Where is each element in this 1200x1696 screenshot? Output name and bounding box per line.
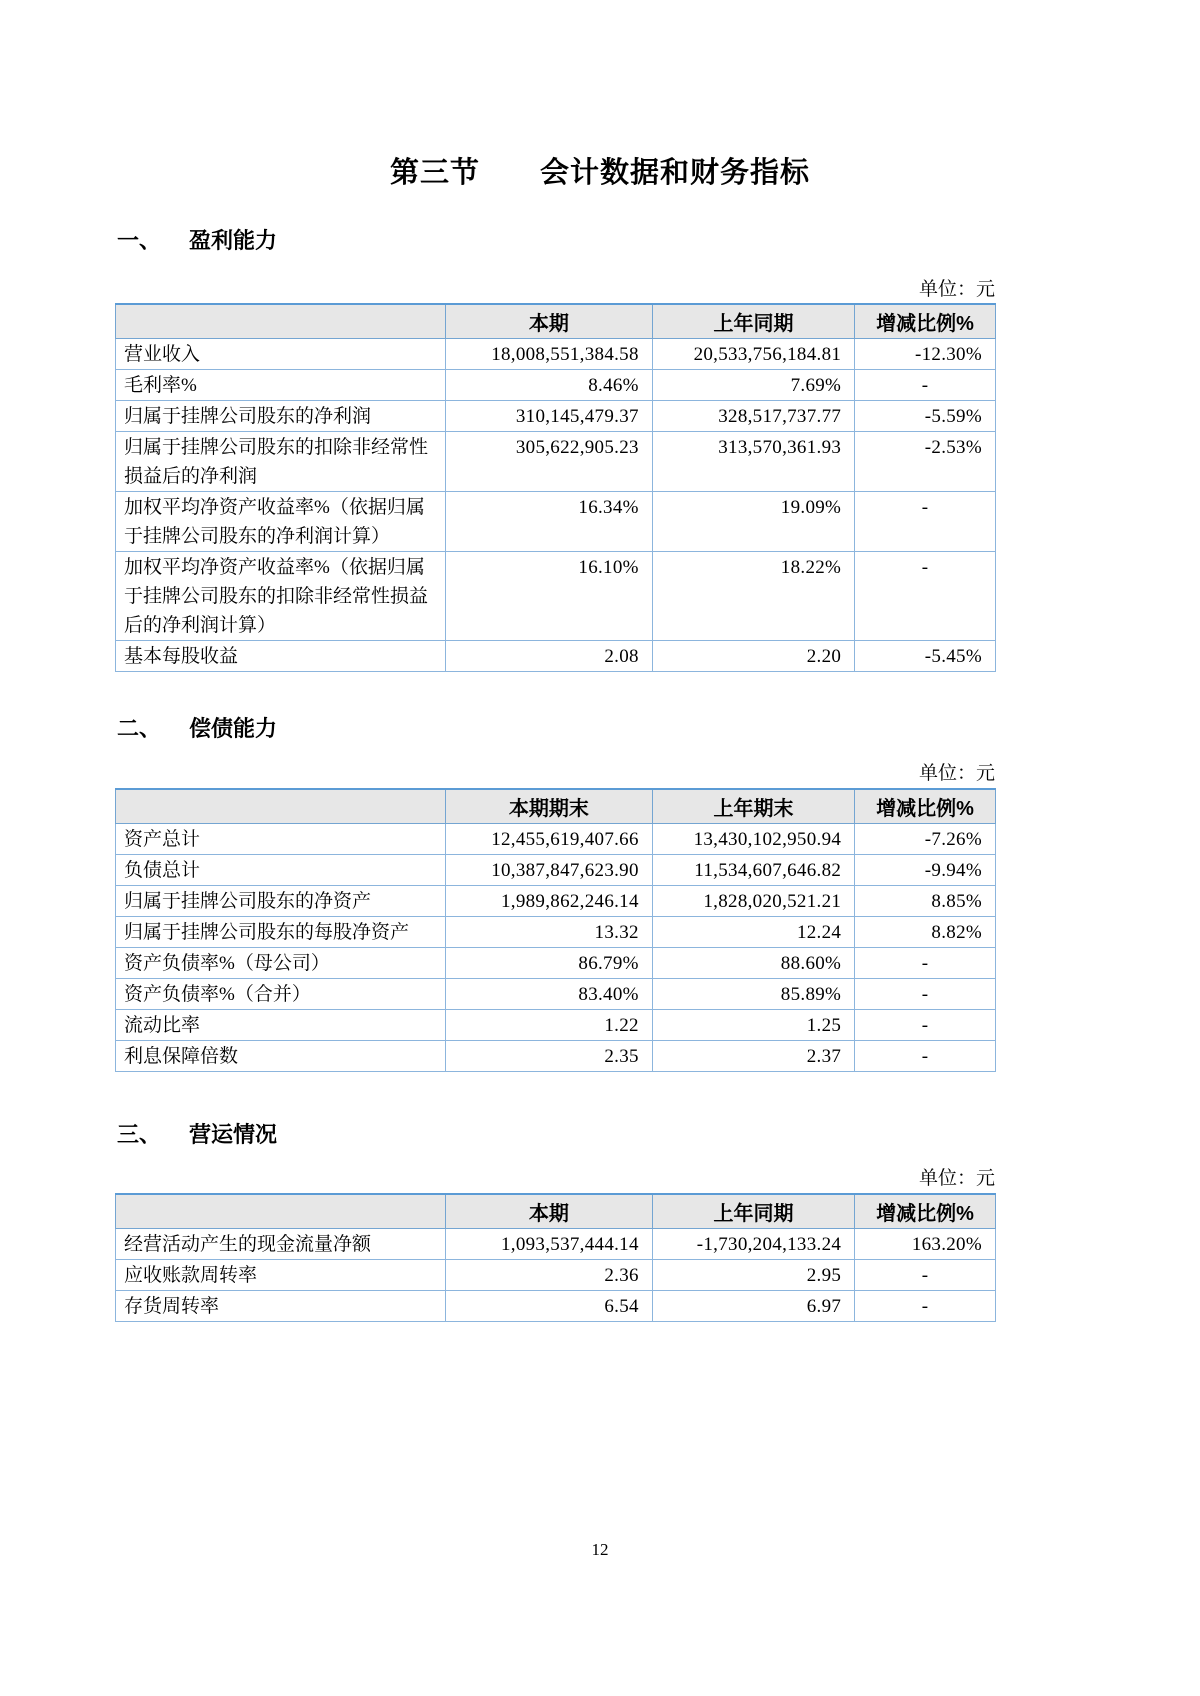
table-row bbox=[116, 369, 996, 400]
cell-metric: 资产负债率%（合并） bbox=[116, 978, 446, 1009]
table-row bbox=[116, 1040, 996, 1071]
table-row bbox=[116, 1009, 996, 1040]
col-header: 上年同期 bbox=[652, 304, 854, 338]
cell-change: 8.82% bbox=[855, 916, 996, 947]
col-header: 增减比例% bbox=[855, 1194, 996, 1228]
cell-current: 1,093,537,444.14 bbox=[446, 1228, 653, 1259]
cell-metric: 资产负债率%（母公司） bbox=[116, 947, 446, 978]
unit-label: 单位：元 bbox=[918, 279, 995, 300]
cell-prior: 2.95 bbox=[652, 1259, 854, 1290]
cell-metric: 利息保障倍数 bbox=[116, 1040, 446, 1071]
table-operations bbox=[115, 1193, 996, 1322]
cell-change: -5.45% bbox=[855, 640, 996, 671]
col-header: 上年同期 bbox=[652, 1194, 854, 1228]
section-title: 营运情况 bbox=[189, 1122, 278, 1147]
cell-prior: 19.09% bbox=[652, 491, 854, 551]
section-title: 偿债能力 bbox=[189, 716, 278, 741]
cell-metric: 经营活动产生的现金流量净额 bbox=[116, 1228, 446, 1259]
table-row bbox=[116, 947, 996, 978]
col-header: 本期 bbox=[446, 304, 653, 338]
cell-change: -12.30% bbox=[855, 338, 996, 369]
cell-change: - bbox=[855, 1040, 996, 1071]
section-title: 盈利能力 bbox=[189, 228, 278, 253]
cell-current: 2.36 bbox=[446, 1259, 653, 1290]
table-row bbox=[116, 640, 996, 671]
table-row bbox=[116, 854, 996, 885]
cell-metric: 流动比率 bbox=[116, 1009, 446, 1040]
cell-prior: 2.37 bbox=[652, 1040, 854, 1071]
cell-prior: 328,517,737.77 bbox=[652, 400, 854, 431]
cell-prior: 18.22% bbox=[652, 551, 854, 640]
cell-change: - bbox=[855, 1259, 996, 1290]
cell-metric: 资产总计 bbox=[116, 823, 446, 854]
cell-metric: 归属于挂牌公司股东的净利润 bbox=[116, 400, 446, 431]
section-number: 二、 bbox=[117, 716, 162, 741]
section-number: 三、 bbox=[117, 1122, 162, 1147]
cell-prior: -1,730,204,133.24 bbox=[652, 1228, 854, 1259]
cell-change: - bbox=[855, 947, 996, 978]
table-header-row bbox=[116, 304, 996, 338]
col-header: 增减比例% bbox=[855, 789, 996, 823]
cell-current: 310,145,479.37 bbox=[446, 400, 653, 431]
cell-metric: 应收账款周转率 bbox=[116, 1259, 446, 1290]
cell-current: 6.54 bbox=[446, 1290, 653, 1321]
cell-metric: 归属于挂牌公司股东的扣除非经常性损益后的净利润 bbox=[116, 431, 446, 491]
col-header: 本期 bbox=[446, 1194, 653, 1228]
cell-metric: 毛利率% bbox=[116, 369, 446, 400]
cell-current: 18,008,551,384.58 bbox=[446, 338, 653, 369]
cell-change: - bbox=[855, 1290, 996, 1321]
table-row bbox=[116, 551, 996, 640]
table-row bbox=[116, 1228, 996, 1259]
cell-current: 1,989,862,246.14 bbox=[446, 885, 653, 916]
cell-metric: 加权平均净资产收益率%（依据归属于挂牌公司股东的扣除非经常性损益后的净利润计算） bbox=[116, 551, 446, 640]
cell-prior: 88.60% bbox=[652, 947, 854, 978]
section-heading-profitability bbox=[117, 224, 277, 255]
col-header: 本期期末 bbox=[446, 789, 653, 823]
cell-change: -7.26% bbox=[855, 823, 996, 854]
cell-change: - bbox=[855, 978, 996, 1009]
cell-current: 8.46% bbox=[446, 369, 653, 400]
cell-prior: 1,828,020,521.21 bbox=[652, 885, 854, 916]
table-solvency bbox=[115, 788, 996, 1072]
table-row bbox=[116, 491, 996, 551]
table-row bbox=[116, 916, 996, 947]
cell-current: 1.22 bbox=[446, 1009, 653, 1040]
cell-change: 8.85% bbox=[855, 885, 996, 916]
cell-change: -9.94% bbox=[855, 854, 996, 885]
col-header bbox=[116, 304, 446, 338]
page-number: 12 bbox=[591, 1540, 609, 1559]
unit-label: 单位：元 bbox=[918, 763, 995, 784]
col-header bbox=[116, 1194, 446, 1228]
cell-change: -2.53% bbox=[855, 431, 996, 491]
table-row bbox=[116, 400, 996, 431]
cell-prior: 11,534,607,646.82 bbox=[652, 854, 854, 885]
cell-prior: 7.69% bbox=[652, 369, 854, 400]
table-row bbox=[116, 431, 996, 491]
cell-current: 2.08 bbox=[446, 640, 653, 671]
col-header: 增减比例% bbox=[855, 304, 996, 338]
cell-change: - bbox=[855, 491, 996, 551]
cell-current: 16.10% bbox=[446, 551, 653, 640]
section-number: 一、 bbox=[117, 228, 162, 253]
cell-metric: 负债总计 bbox=[116, 854, 446, 885]
cell-current: 16.34% bbox=[446, 491, 653, 551]
section-heading-operations bbox=[117, 1118, 277, 1149]
section-heading-solvency bbox=[117, 712, 277, 743]
cell-current: 10,387,847,623.90 bbox=[446, 854, 653, 885]
table-header-row bbox=[116, 1194, 996, 1228]
cell-prior: 20,533,756,184.81 bbox=[652, 338, 854, 369]
table-row bbox=[116, 885, 996, 916]
cell-change: 163.20% bbox=[855, 1228, 996, 1259]
cell-metric: 营业收入 bbox=[116, 338, 446, 369]
table-row bbox=[116, 1290, 996, 1321]
table-header-row bbox=[116, 789, 996, 823]
table-profitability bbox=[115, 303, 996, 672]
cell-metric: 加权平均净资产收益率%（依据归属于挂牌公司股东的净利润计算） bbox=[116, 491, 446, 551]
table-row bbox=[116, 823, 996, 854]
page-title: 第三节 会计数据和财务指标 bbox=[389, 157, 810, 189]
cell-change: - bbox=[855, 369, 996, 400]
unit-label: 单位：元 bbox=[918, 1168, 995, 1189]
cell-current: 2.35 bbox=[446, 1040, 653, 1071]
cell-prior: 12.24 bbox=[652, 916, 854, 947]
cell-metric: 归属于挂牌公司股东的每股净资产 bbox=[116, 916, 446, 947]
cell-change: -5.59% bbox=[855, 400, 996, 431]
table-row bbox=[116, 1259, 996, 1290]
cell-prior: 313,570,361.93 bbox=[652, 431, 854, 491]
cell-prior: 13,430,102,950.94 bbox=[652, 823, 854, 854]
cell-metric: 存货周转率 bbox=[116, 1290, 446, 1321]
cell-change: - bbox=[855, 1009, 996, 1040]
cell-metric: 基本每股收益 bbox=[116, 640, 446, 671]
cell-metric: 归属于挂牌公司股东的净资产 bbox=[116, 885, 446, 916]
table-row bbox=[116, 978, 996, 1009]
col-header: 上年期末 bbox=[652, 789, 854, 823]
cell-current: 86.79% bbox=[446, 947, 653, 978]
cell-prior: 6.97 bbox=[652, 1290, 854, 1321]
cell-prior: 2.20 bbox=[652, 640, 854, 671]
cell-current: 305,622,905.23 bbox=[446, 431, 653, 491]
cell-prior: 1.25 bbox=[652, 1009, 854, 1040]
cell-current: 12,455,619,407.66 bbox=[446, 823, 653, 854]
cell-change: - bbox=[855, 551, 996, 640]
table-row bbox=[116, 338, 996, 369]
cell-current: 83.40% bbox=[446, 978, 653, 1009]
cell-current: 13.32 bbox=[446, 916, 653, 947]
cell-prior: 85.89% bbox=[652, 978, 854, 1009]
col-header bbox=[116, 789, 446, 823]
